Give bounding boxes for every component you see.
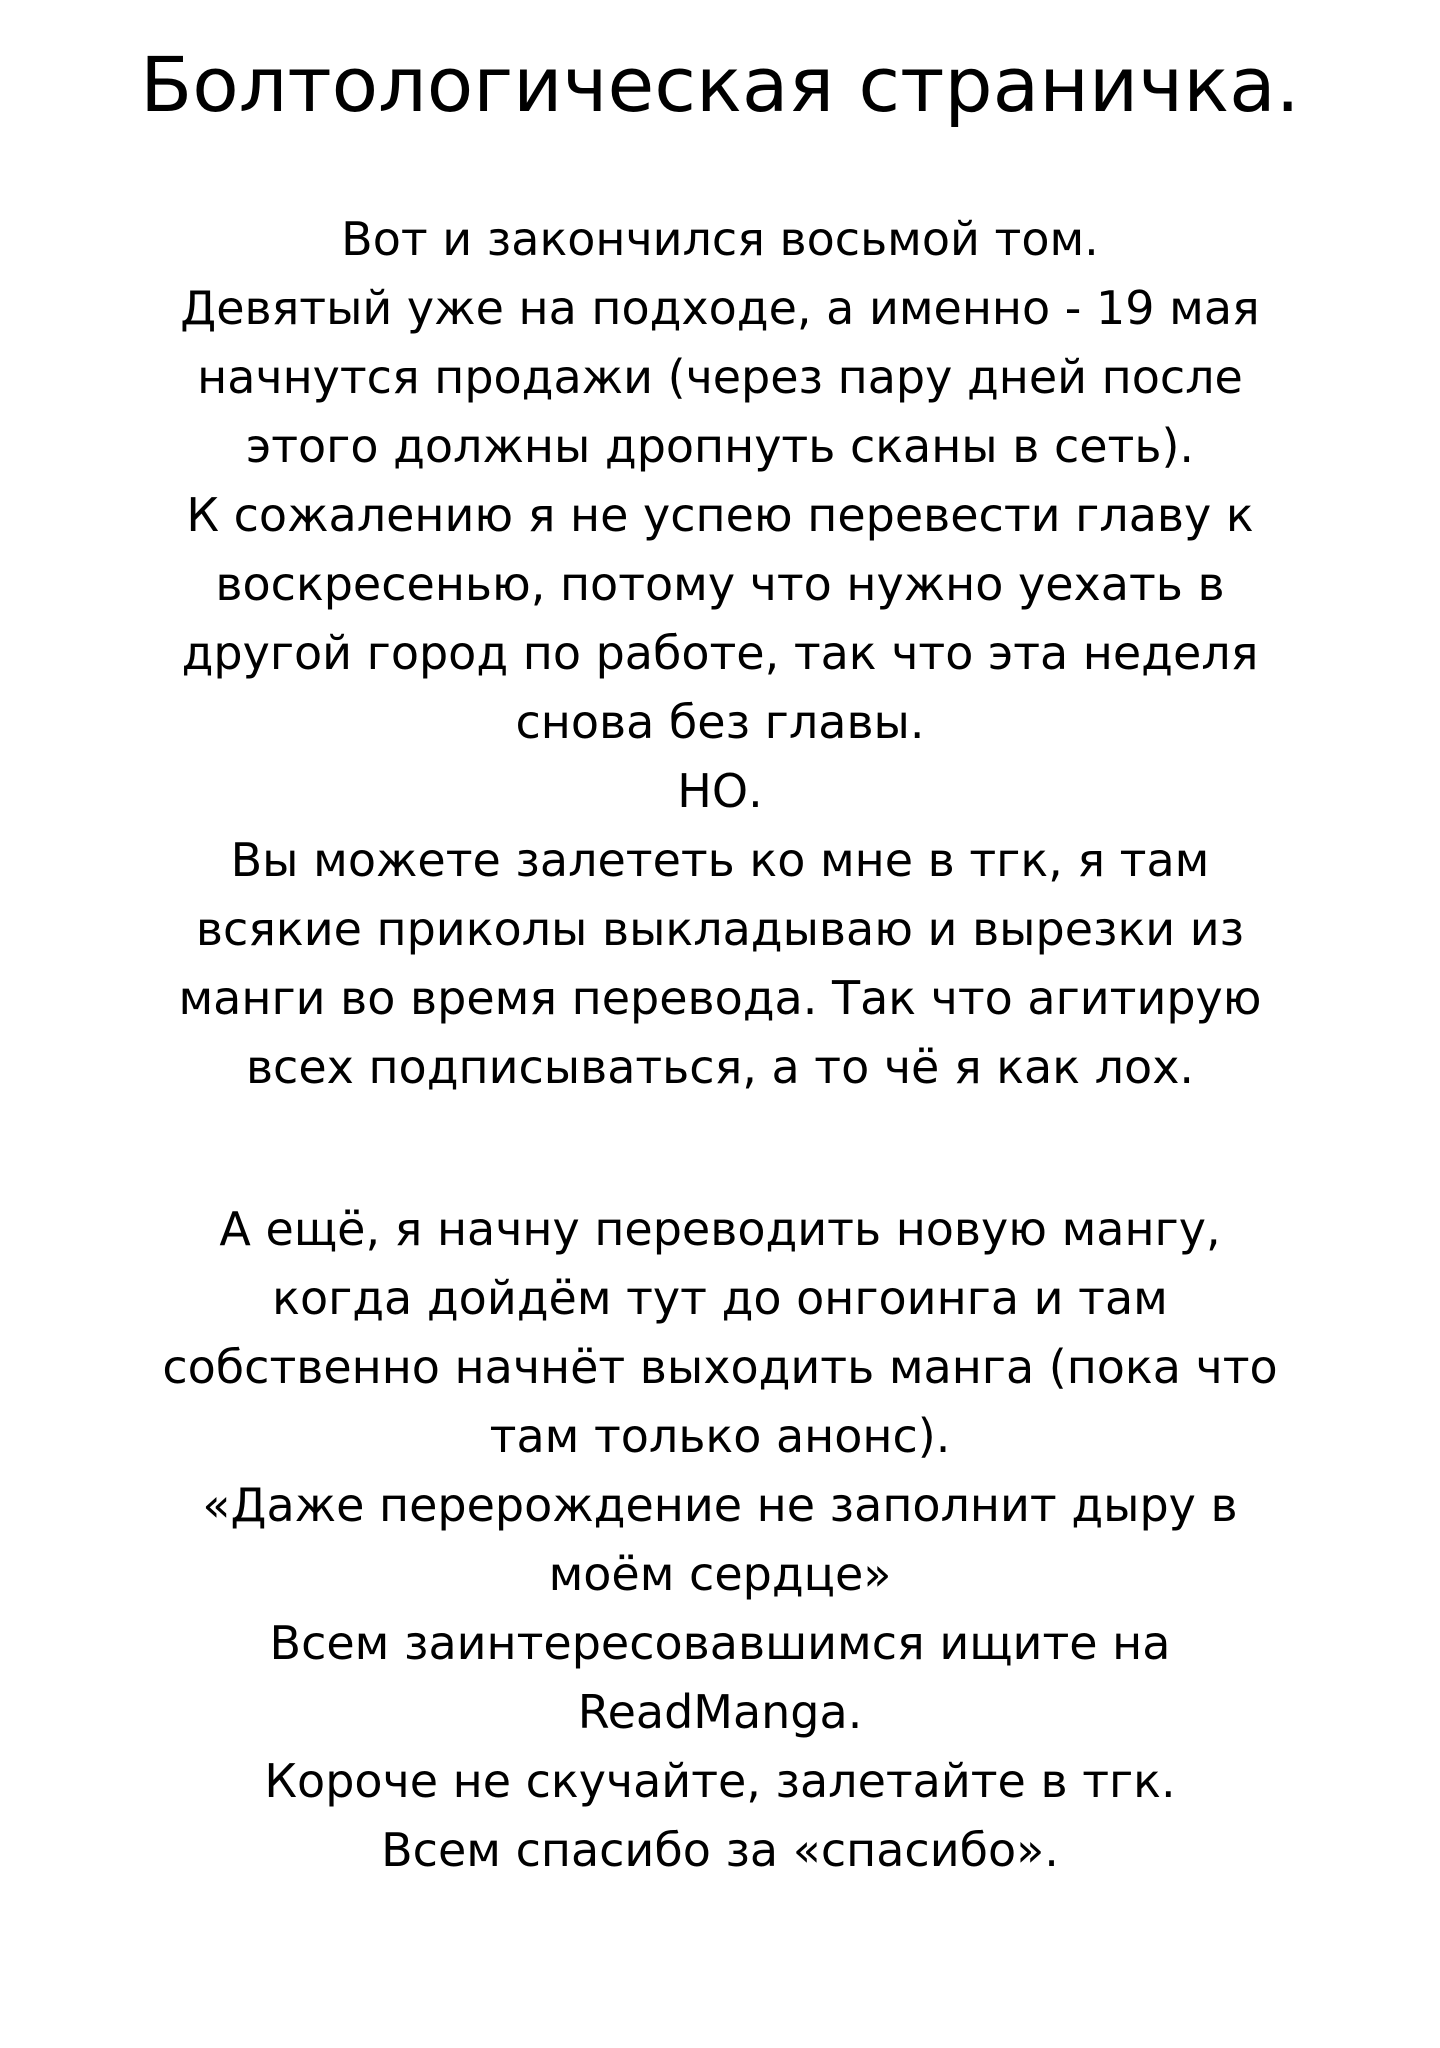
text-line: начнутся продажи (через пару дней после [197,350,1243,404]
text-line: Вот и закончился восьмой том. [341,212,1099,266]
paragraph-new-manga [0,1195,1440,1885]
text-line: Всем заинтересовавшимся ищите на [269,1616,1171,1670]
text-line: Короче не скучайте, залетайте в тгк. [264,1754,1176,1808]
paragraph-announcement [0,205,1440,1102]
text-line: «Даже перерождение не заполнит дыру в [202,1478,1238,1532]
text-line: всех подписываться, а то чё я как лох. [245,1040,1195,1094]
text-line: моём сердце» [548,1547,892,1601]
text-line: манги во время перевода. Так что агитирую [178,971,1262,1025]
text-line: ReadManga. [577,1685,863,1739]
text-line: К сожалению я не успею перевести главу к [186,488,1254,542]
text-line: А ещё, я начну переводить новую мангу, [219,1202,1221,1256]
text-line: снова без главы. [515,695,925,749]
text-line: Девятый уже на подходе, а именно - 19 мая [180,281,1260,335]
text-line: этого должны дропнуть сканы в сеть). [245,419,1195,473]
text-line: собственно начнёт выходить манга (пока что [162,1340,1278,1394]
text-line: другой город по работе, так что эта неделя [181,626,1259,680]
text-line: воскресенью, потому что нужно уехать в [215,557,1225,611]
text-line: НО. [677,764,763,818]
text-line: всякие приколы выкладываю и вырезки из [195,902,1245,956]
page-title: Болтологическая страничка. [140,40,1300,129]
text-line: Вы можете залететь ко мне в тгк, я там [230,833,1210,887]
text-line: когда дойдём тут до онгоинга и там [272,1271,1168,1325]
text-line: Всем спасибо за «спасибо». [381,1823,1059,1877]
text-line: там только анонс). [489,1409,951,1463]
